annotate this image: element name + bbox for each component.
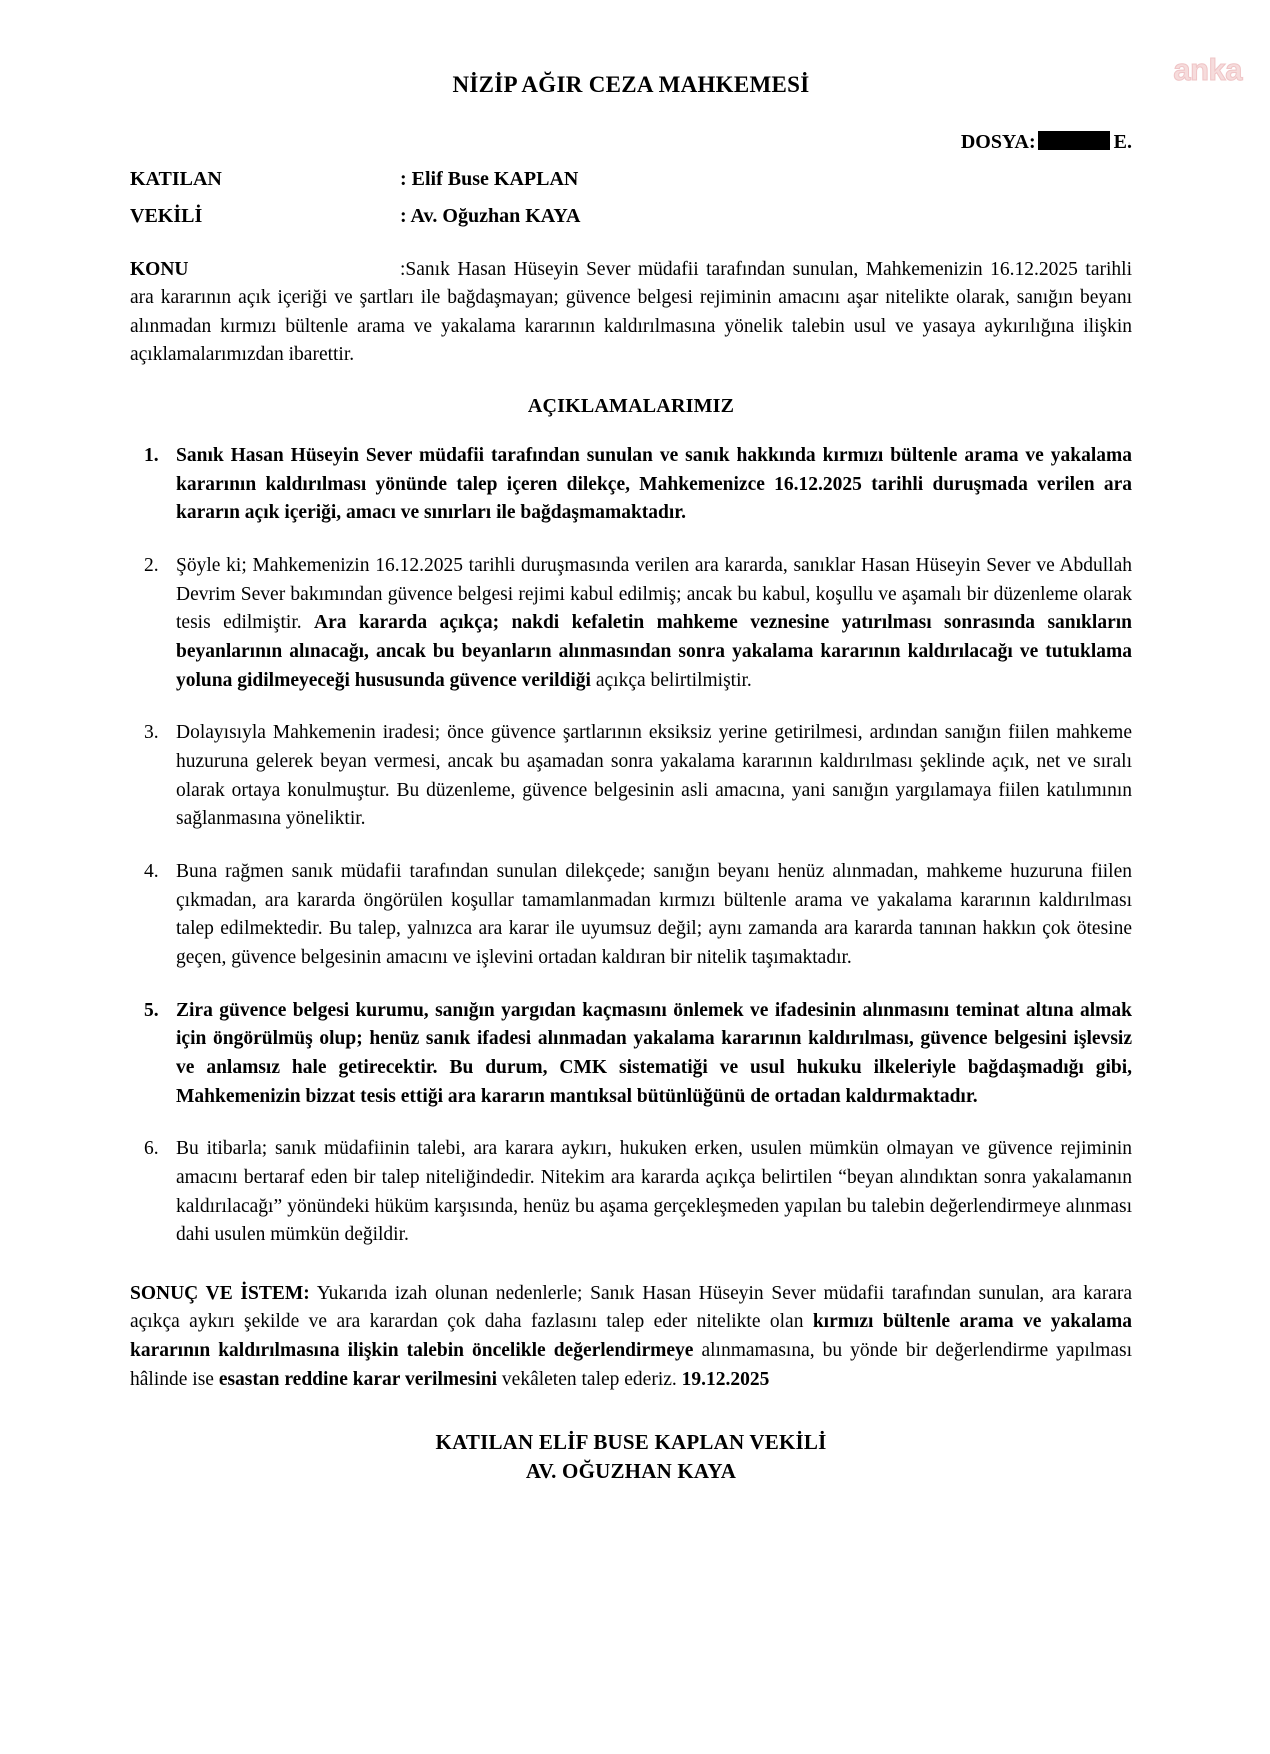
item-text-emphasis: Zira güvence belgesi kurumu, sanığın yargıdan kaçmasını önlemek ve ifadesinin alınmasını teminat altına almak için öngörülmüş olup; henüz sanık ifadesi alınmadan yakalama kararının kaldırılması, güvence belgesini işlevsiz ve anlamsız hale getirecektir. Bu durum, CMK sistematiği ve usul hukuku ilkeleriyle bağdaşmadığı gibi, Mahkemenizin bizzat tesis ettiği ara kararın mantıksal bütünlüğünü de ortadan kaldırmaktadır. <box>176 999 1132 1107</box>
page-title: NİZİP AĞIR CEZA MAHKEMESİ <box>452 72 810 97</box>
document-content <box>130 0 1132 1485</box>
redacted-case-number <box>1038 131 1110 150</box>
explanation-item <box>130 1135 1132 1250</box>
item-text: açıkça belirtilmiştir. <box>590 669 752 691</box>
dosya-label: DOSYA: <box>960 131 1036 153</box>
anka-watermark-logo: anka <box>1173 52 1242 87</box>
vekili-value: : Av. Oğuzhan KAYA <box>400 205 581 227</box>
conclusion-text: vekâleten talep ederiz. <box>497 1368 682 1390</box>
item-text-emphasis: Sanık Hasan Hüseyin Sever müdafii tarafından sunulan ve sanık hakkında kırmızı bültenle arama ve yakalama kararının kaldırılması yönünde talep içeren dilekçe, Mahkemenizce 16.12.2025 tarihli duruşmada verilen ara kararın açık içeriği, amacı ve sınırları ile bağdaşmamaktadır. <box>176 445 1132 524</box>
explanation-items-list <box>130 442 1132 1250</box>
signature-line-2: AV. OĞUZHAN KAYA <box>525 1458 737 1483</box>
item-number: 3. <box>144 722 159 744</box>
konu-block <box>130 256 1132 369</box>
conclusion-text-emphasis: 19.12.2025 <box>681 1368 770 1390</box>
item-number: 4. <box>144 860 159 882</box>
conclusion-text: Yukarıda izah olunan nedenlerle; Sanık Hasan Hüseyin Sever müdafii tarafından sunulan, ara karara açıkça aykırı şekilde ve ara karardan çok daha fazlasını talep eder nitelikte olan <box>130 1282 1132 1333</box>
conclusion-text: alınmamasına, bu yönde bir değerlendirme yapılması hâlinde ise <box>130 1340 1133 1390</box>
conclusion-block <box>130 1280 1132 1395</box>
item-number: 5. <box>144 999 159 1021</box>
item-text: Buna rağmen sanık müdafii tarafından sunulan dilekçede; sanığın beyanı henüz alınmadan, mahkeme huzuruna fiilen çıkmadan, ara kararda öngörülen koşullar tamamlanmadan kırmızı bültenle arama ve yakalama kararının kaldırılması talep edilmektedir. Bu talep, yalnızca ara karar ile uyumsuz değil; aynı zamanda ara kararda tanınan hakkın çok ötesine geçen, güvence belgesinin amacını ve işlevini ortadan kaldıran bir nitelik taşımaktadır. <box>176 860 1132 968</box>
conclusion-text-emphasis: kırmızı bültenle arama ve yakalama kararının kaldırılmasına ilişkin talebin öncelikle değerlendirmeye <box>130 1311 1132 1362</box>
dosya-row <box>130 130 1132 154</box>
explanation-item <box>130 997 1132 1112</box>
item-text: Şöyle ki; Mahkemenizin 16.12.2025 tarihli duruşmasında verilen ara kararda, sanıklar Hasan Hüseyin Sever ve Abdullah Devrim Sever bakımından güvence belgesi rejimi kabul edilmiş; ancak bu kabul, koşullu ve aşamalı bir düzenleme olarak tesis edilmiştir. <box>176 555 1132 634</box>
dosya-suffix: E. <box>1113 131 1132 153</box>
item-number: 2. <box>144 555 159 577</box>
item-text: Dolayısıyla Mahkemenin iradesi; önce güvence şartlarının eksiksiz yerine getirilmesi, ardından sanığın fiilen mahkeme huzuruna gelerek beyan vermesi, ancak bu aşamadan sonra yakalama kararının kaldırılması şeklinde açık, net ve sıralı olarak ortaya konulmuştur. Bu düzenleme, güvence belgesinin asli amacına, yani sanığın yargılamaya fiilen katılımının sağlanmasına yöneliktir. <box>176 722 1132 830</box>
signature-line-1: KATILAN ELİF BUSE KAPLAN VEKİLİ <box>435 1430 827 1455</box>
item-number: 6. <box>144 1138 159 1160</box>
explanation-item <box>130 552 1132 695</box>
explanation-item <box>130 719 1132 834</box>
explanation-item <box>130 858 1132 973</box>
katilan-label: KATILAN <box>130 168 222 190</box>
field-row-katilan <box>130 168 1132 191</box>
item-text-emphasis: Ara kararda açıkça; nakdi kefaletin mahkeme veznesine yatırılması sonrasında sanıkların beyanlarının alınacağı, ancak bu beyanların alınmasından sonra yakalama kararının kaldırılacağı ve tutuklama yoluna gidilmeyeceği hususunda güvence verildiği <box>176 612 1132 691</box>
vekili-label: VEKİLİ <box>130 205 203 227</box>
katilan-value: : Elif Buse KAPLAN <box>400 168 579 190</box>
conclusion-text-emphasis: SONUÇ VE İSTEM: <box>130 1282 310 1304</box>
explanations-heading: AÇIKLAMALARIMIZ <box>527 395 735 418</box>
item-text: Bu itibarla; sanık müdafiinin talebi, ara karara aykırı, hukuken erken, usulen mümkün olmayan ve güvence rejiminin amacını bertaraf eden bir talep niteliğindedir. Nitekim ara kararda açıkça belirtilen “beyan alındıktan sonra yakalamanın kaldırılacağı” yönündeki hüküm karşısında, henüz bu aşama gerçekleşmeden yapılan bu talebin değerlendirmeye alınması dahi usulen mümkün değildir. <box>176 1138 1132 1246</box>
signature-block <box>130 1428 1132 1485</box>
item-number: 1. <box>144 445 159 467</box>
conclusion-text-emphasis: esastan reddine karar verilmesini <box>218 1368 498 1390</box>
explanation-item <box>130 442 1132 528</box>
konu-text: :Sanık Hasan Hüseyin Sever müdafii tarafından sunulan, Mahkemenizin 16.12.2025 tarihli ara kararının açık içeriği ve şartları ile bağdaşmayan; güvence belgesi rejiminin amacını aşar nitelikte olarak, sanığın beyanı alınmadan kırmızı bültenle arama ve yakalama kararının kaldırılmasına yönelik talebin usul ve yasaya aykırılığına ilişkin açıklamalarımızdan ibarettir. <box>130 259 1132 365</box>
field-row-vekili <box>130 205 1132 228</box>
konu-label: KONU <box>130 259 189 280</box>
